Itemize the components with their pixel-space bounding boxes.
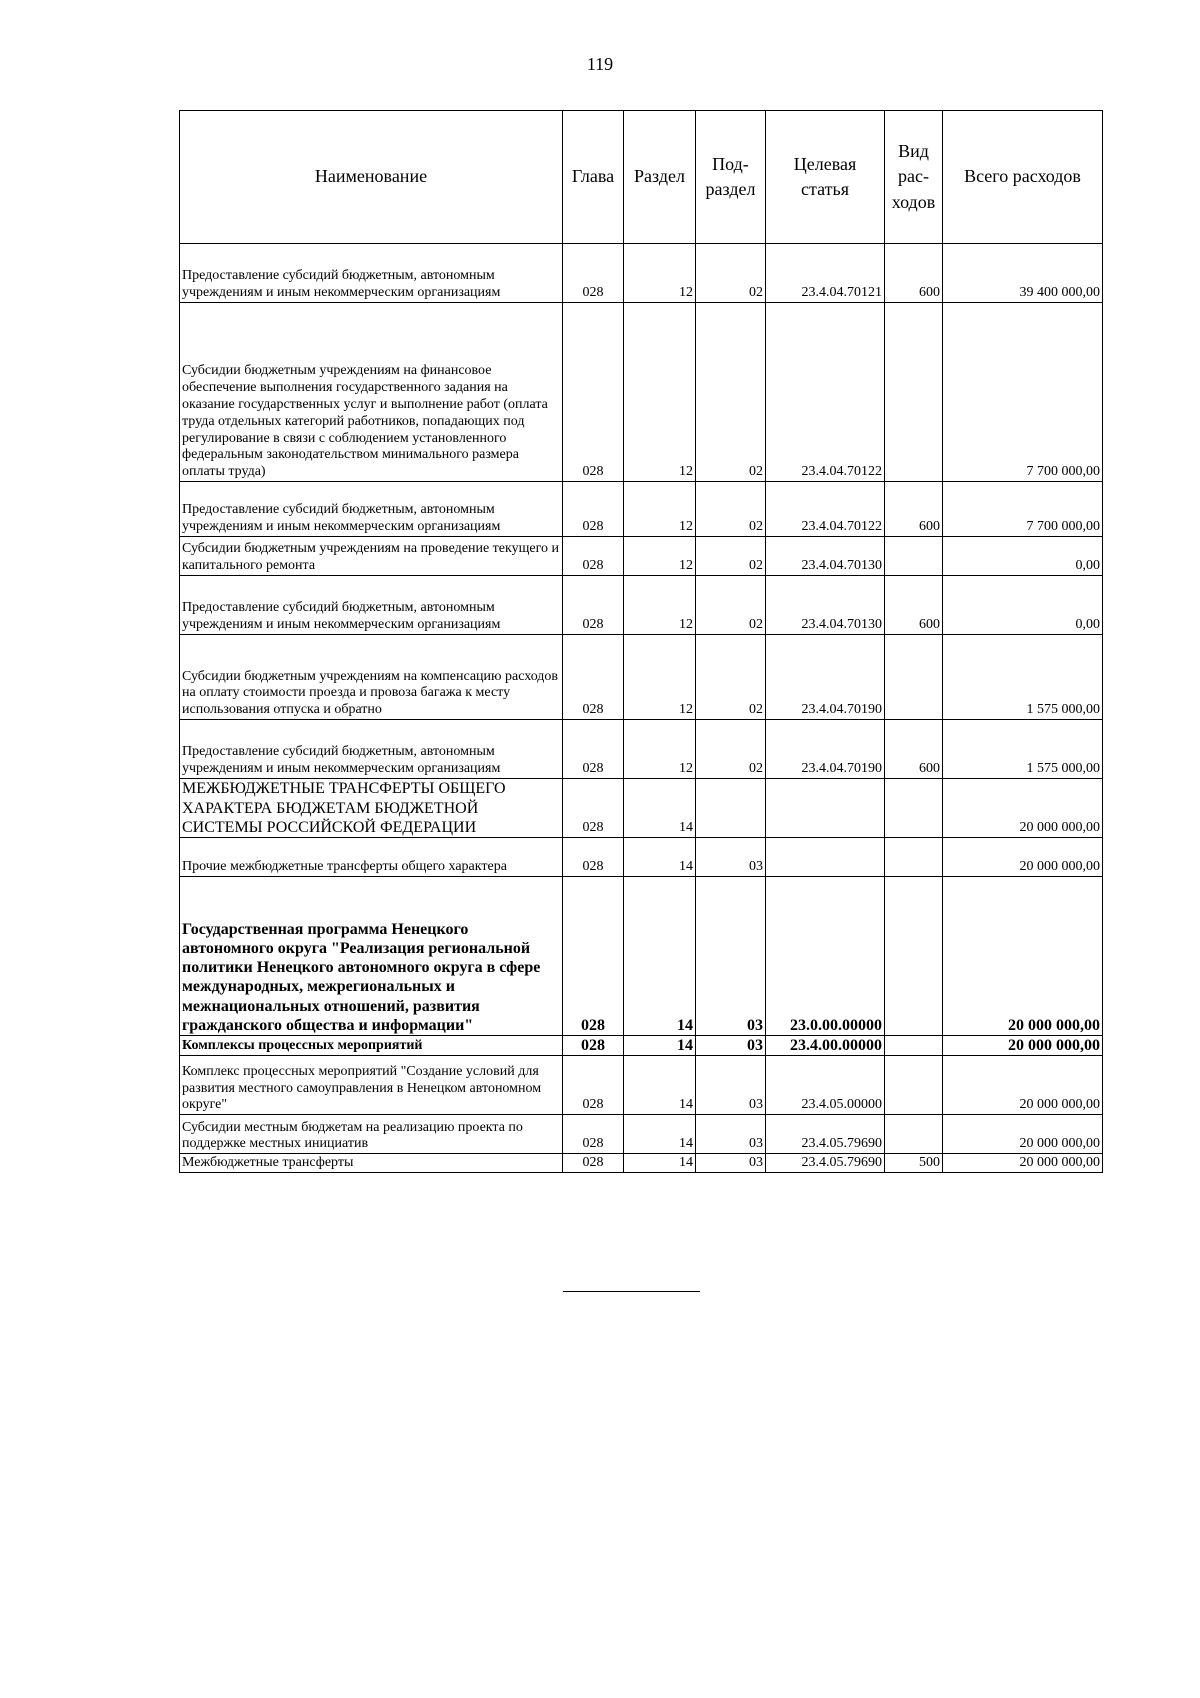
row-celevaya: 23.4.04.70130 [766,537,885,576]
row-vid: 600 [885,576,943,635]
row-razdel: 14 [624,1036,696,1056]
row-glava: 028 [563,537,624,576]
row-total: 20 000 000,00 [943,1036,1103,1056]
row-name: МЕЖБЮДЖЕТНЫЕ ТРАНСФЕРТЫ ОБЩЕГО ХАРАКТЕРА БЮДЖЕТАМ БЮДЖЕТНОЙ СИСТЕМЫ РОССИЙСКОЙ ФЕДЕРАЦИИ [180,779,563,838]
row-celevaya: 23.4.05.79690 [766,1154,885,1173]
row-glava: 028 [563,1115,624,1154]
row-name: Комплекс процессных мероприятий "Создание условий для развития местного самоуправления в Ненецком автономном округе" [180,1056,563,1115]
row-total: 20 000 000,00 [943,1154,1103,1173]
row-vid [885,1115,943,1154]
row-glava: 028 [563,1154,624,1173]
table-row [180,482,1103,537]
row-glava: 028 [563,838,624,877]
row-glava: 028 [563,720,624,779]
table-row [180,720,1103,779]
row-celevaya: 23.4.04.70190 [766,635,885,720]
row-podrazdel: 03 [696,1115,766,1154]
row-total: 7 700 000,00 [943,482,1103,537]
table-row [180,635,1103,720]
header-razdel: Раздел [624,111,696,244]
row-name: Предоставление субсидий бюджетным, автономным учреждениям и иным некоммерческим организациям [180,576,563,635]
row-podrazdel: 03 [696,877,766,1036]
row-podrazdel: 02 [696,537,766,576]
row-podrazdel: 03 [696,838,766,877]
row-razdel: 12 [624,482,696,537]
row-podrazdel: 02 [696,635,766,720]
row-vid [885,779,943,838]
row-total: 1 575 000,00 [943,635,1103,720]
row-name: Предоставление субсидий бюджетным, автономным учреждениям и иным некоммерческим организациям [180,244,563,303]
row-razdel: 14 [624,1154,696,1173]
row-glava: 028 [563,779,624,838]
row-celevaya: 23.0.00.00000 [766,877,885,1036]
row-glava: 028 [563,1056,624,1115]
row-razdel: 14 [624,1056,696,1115]
page-number: 119 [586,54,614,74]
row-total: 1 575 000,00 [943,720,1103,779]
row-name: Предоставление субсидий бюджетным, автономным учреждениям и иным некоммерческим организациям [180,720,563,779]
row-name: Субсидии бюджетным учреждениям на компенсацию расходов на оплату стоимости проезда и провоза багажа к месту использования отпуска и обратно [180,635,563,720]
row-razdel: 14 [624,779,696,838]
header-celevaya: Целевая статья [766,111,885,244]
table-row [180,779,1103,838]
row-vid [885,877,943,1036]
row-razdel: 14 [624,877,696,1036]
header-row [180,111,1103,244]
row-celevaya: 23.4.04.70122 [766,482,885,537]
row-razdel: 12 [624,720,696,779]
row-celevaya: 23.4.00.00000 [766,1036,885,1056]
row-glava: 028 [563,877,624,1036]
header-podrazdel: Под-раздел [696,111,766,244]
row-celevaya: 23.4.04.70190 [766,720,885,779]
row-total: 0,00 [943,576,1103,635]
row-glava: 028 [563,482,624,537]
row-celevaya [766,838,885,877]
row-name: Субсидии бюджетным учреждениям на финансовое обеспечение выполнения государственного задания на оказание государственных услуг и выполнение работ (оплата труда отдельных категорий работников, попадающих под регулирование в связи с соблюдением установленного федеральным законодательством минимального размера оплаты труда) [180,303,563,482]
header-glava: Глава [563,111,624,244]
row-glava: 028 [563,244,624,303]
row-celevaya: 23.4.05.00000 [766,1056,885,1115]
table-row [180,1115,1103,1154]
row-celevaya: 23.4.04.70130 [766,576,885,635]
table-row [180,537,1103,576]
table-row [180,576,1103,635]
table-row [180,303,1103,482]
row-total: 20 000 000,00 [943,877,1103,1036]
row-celevaya: 23.4.04.70121 [766,244,885,303]
row-name: Комплексы процессных мероприятий [180,1036,563,1056]
row-vid: 600 [885,482,943,537]
row-celevaya: 23.4.05.79690 [766,1115,885,1154]
table-row [180,838,1103,877]
row-razdel: 14 [624,838,696,877]
row-glava: 028 [563,576,624,635]
row-podrazdel: 02 [696,303,766,482]
row-vid [885,1036,943,1056]
row-total: 20 000 000,00 [943,779,1103,838]
row-podrazdel: 02 [696,244,766,303]
row-podrazdel: 02 [696,482,766,537]
row-total: 7 700 000,00 [943,303,1103,482]
row-podrazdel: 03 [696,1154,766,1173]
row-glava: 028 [563,1036,624,1056]
row-name: Субсидии бюджетным учреждениям на проведение текущего и капитального ремонта [180,537,563,576]
row-name: Межбюджетные трансферты [180,1154,563,1173]
row-total: 20 000 000,00 [943,1056,1103,1115]
row-podrazdel: 03 [696,1036,766,1056]
row-vid [885,635,943,720]
row-total: 20 000 000,00 [943,1115,1103,1154]
row-razdel: 12 [624,635,696,720]
row-name: Государственная программа Ненецкого автономного округа "Реализация региональной политики Ненецкого автономного округа в сфере международных, межрегиональных и межнациональных отношений, развития гражданского общества и информации" [180,877,563,1036]
row-name: Предоставление субсидий бюджетным, автономным учреждениям и иным некоммерческим организациям [180,482,563,537]
header-vid: Вид рас-ходов [885,111,943,244]
row-vid [885,838,943,877]
header-total: Всего расходов [943,111,1103,244]
row-podrazdel: 02 [696,576,766,635]
row-total: 0,00 [943,537,1103,576]
row-glava: 028 [563,303,624,482]
row-razdel: 12 [624,576,696,635]
row-glava: 028 [563,635,624,720]
row-vid [885,537,943,576]
row-razdel: 14 [624,1115,696,1154]
row-name: Прочие межбюджетные трансферты общего характера [180,838,563,877]
row-razdel: 12 [624,537,696,576]
row-podrazdel [696,779,766,838]
row-podrazdel: 02 [696,720,766,779]
row-vid [885,303,943,482]
row-razdel: 12 [624,244,696,303]
row-celevaya: 23.4.04.70122 [766,303,885,482]
row-name: Субсидии местным бюджетам на реализацию проекта по поддержке местных инициатив [180,1115,563,1154]
row-vid: 600 [885,244,943,303]
row-vid [885,1056,943,1115]
budget-table [179,110,1103,1173]
row-celevaya [766,779,885,838]
row-podrazdel: 03 [696,1056,766,1115]
footer-divider [563,1291,700,1292]
header-name: Наименование [180,111,563,244]
table-row [180,1056,1103,1115]
row-total: 20 000 000,00 [943,838,1103,877]
table-row [180,877,1103,1036]
row-vid: 500 [885,1154,943,1173]
row-razdel: 12 [624,303,696,482]
row-total: 39 400 000,00 [943,244,1103,303]
table-row [180,1154,1103,1173]
row-vid: 600 [885,720,943,779]
table-row [180,244,1103,303]
table-row [180,1036,1103,1056]
